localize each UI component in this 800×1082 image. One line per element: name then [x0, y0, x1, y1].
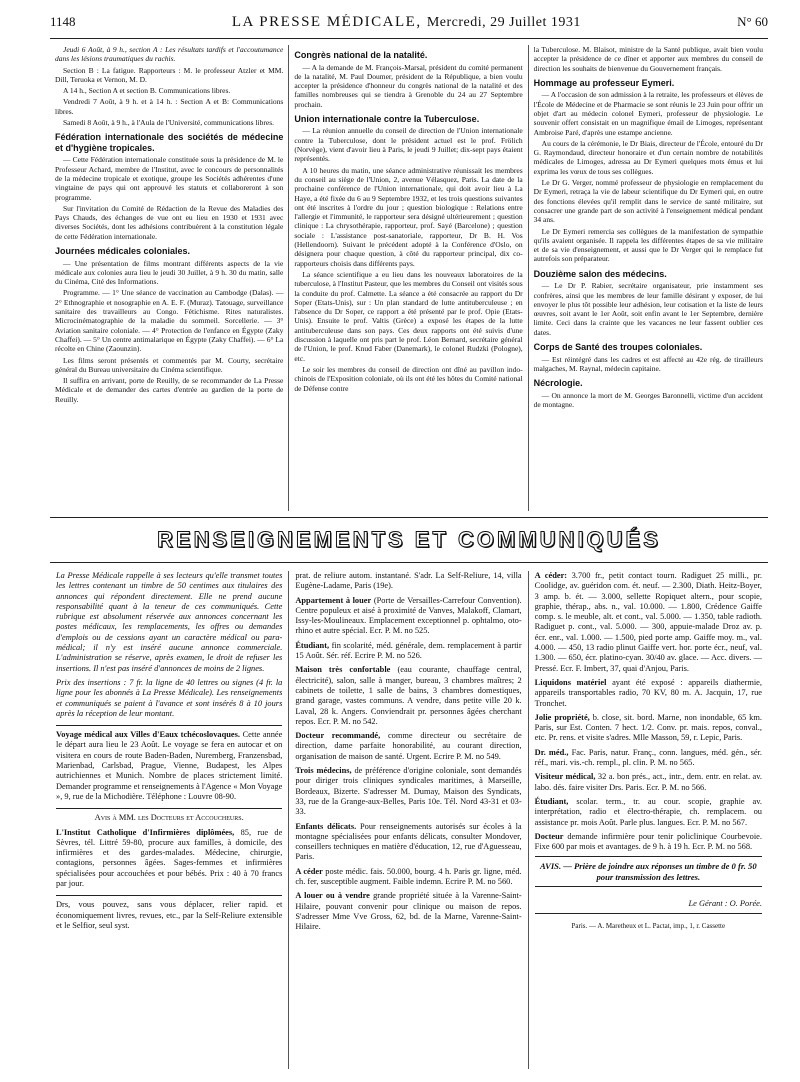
- news-paragraph: A 14 h., Section A et section B. Communications libres.: [63, 86, 231, 96]
- ad-text: (eau courante, chauffage central, électricité), salon, salle à manger, bureau, 3 chambres maîtres; 2 cabinets de toilette, 1 salle de bains, 3 chambres domestiques, grand garage, vastes communs. A vendre, dans petite ville 20 k. Laval, 28 k. Angers. Conviendrait pr. personnes âgées cherchant repos. Ecr. P. M. no 542.: [295, 665, 522, 726]
- news-paragraph: Section B : La fatigue. Rapporteurs : M. le professeur Atzler et MM. Dill, Teruoka et Vernon, M. D.: [55, 65, 284, 84]
- classified-ad: [535, 772, 762, 793]
- news-paragraph: Jeudi 6 Août, à 9 h., section A : Les résultats tardifs et l'accoutumance dans les lésions traumatiques du rachis.: [55, 45, 284, 64]
- news-paragraph: — On annonce la mort de M. Georges Baronnelli, victime d'un accident de montagne.: [533, 390, 763, 409]
- ad-title: Docteur: [534, 831, 564, 841]
- newspaper-page: [50, 14, 768, 1069]
- ad-text: scolar. term., tr. au cour. scopie, graphie av. interprétation, radio et électro-thérapie, ch. remplacem. ou assistance pr. mois Août. Parle plus. langues. Ecr. P. M. no 567.: [534, 796, 762, 827]
- ad-title: Étudiant,: [534, 796, 569, 806]
- ad-text: b. close, sit. bord. Marne, non inondable, 65 km. Paris, sur Est. Conten. 7 hect. 1/2. Conv. pr. mais. repos, conval., etc. Pr. rens. et visite s'adres. Mlle Masson, 59, r. Lepic, Paris.: [534, 712, 762, 743]
- classified-ad: [535, 832, 762, 853]
- news-paragraph: — A l'occasion de son admission à la retraite, les professeurs et élèves de l'École de Médecine et de Pharmacie se sont réunis le 23 Juin pour offrir un objet d'art au médecin colonel Eymeri, professeur de physiologie. Le souvenir offert consistait en un magnifique émail de Limoges, représentant Ambroise Paré, d'après une estampe ancienne.: [533, 90, 763, 137]
- journal-name: LA PRESSE MÉDICALE,: [231, 14, 422, 30]
- ad-title: Appartement à louer: [295, 595, 372, 605]
- news-paragraph: — Est réintégré dans les cadres et est affecté au 42e rég. de tirailleurs malgaches, M. Raynal, médecin capitaine.: [533, 354, 763, 373]
- news-paragraph: Le soir les membres du conseil de direction ont dîné au pavillon indo-chinois de l'Exposition coloniale, où ils ont été les hôtes du Comité national de Défense contre: [294, 364, 523, 393]
- classified-ad: [295, 822, 521, 863]
- news-paragraph: Vendredi 7 Août, à 9 h. et à 14 h. : Section A et B: Communications libres.: [55, 97, 284, 116]
- divider: [56, 725, 282, 726]
- news-heading: Union internationale contre la Tuberculose.: [294, 113, 480, 124]
- news-heading: Nécrologie.: [533, 378, 583, 389]
- news-paragraph: Au cours de la cérémonie, le Dr Biais, directeur de l'École, entouré du Dr G. Raymondaud, directeur honoraire et d'un certain nombre de notabilités médicales de Limoges, adressa au Dr Eymeri quelques mots émus et lui exprima les vœux de tous ses collègues.: [533, 138, 763, 176]
- ad-title: Voyage médical aux Villes d'Eaux tchécoslovaques.: [56, 730, 240, 740]
- ad-title: Trois médecins,: [295, 766, 352, 776]
- section-banner: [50, 517, 768, 563]
- news-paragraph: Le Dr Eymeri remercia ses collègues de la manifestation de sympathie qu'ils avaient organisée. Il rappela les différentes étapes de sa vie militaire et de sa vie d'enseignement, et aussi que le Dr Verger qui le remplace fut autrefois son préparateur.: [533, 226, 763, 264]
- ad-text: 3.700 fr., petit contact tourn. Radiguet 25 milli., pr. Coolidge, av. guéridon com. ét. neuf. — 2.300, Diath. Heitz-Boyer, 3 amp. b. ét. — 3.000, sellette Ropiquet altern., pour scopie, graphie, thérap., abs. n., val. 10.000. — 1.800, Crédence Gaiffe comp. s. le meuble, alt. et cont., val. 5.000. — 1.350, table radioth. Radiguet p. cont., val. 5.000. — 300, appuie-malade Droz av. p. écr. enr., val. 1.000. — 1.500, pied porte amp. Gaiffe moy. m., val. 4.000. — 450, 13 radio plinut Gaiffe vert. hor. porte écr., neuf, val. 1.300. — 650, écr. platino-cyan. 30/40 av. glace. — Acc. divers. — Pressé. Ecr. F. Imbert, 37, quai d'Anjou, Paris.: [534, 571, 762, 673]
- classified-ad: [295, 867, 521, 888]
- ad-text: fin scolarité, méd. générale, dem. remplacement à partir 15 Août. Sér. réf. Ecrire P. M. no 526.: [295, 640, 522, 661]
- classifieds-column-3: [528, 571, 768, 1069]
- ad-title: Enfants délicats.: [295, 821, 357, 831]
- ad-text: grande propriété située à la Varenne-Saint-Hilaire, pouvant convenir pour clinique ou maison de repos. S'adresser Mme Vve Gross, 62, bd. de la Marne, Varenne-Saint-Hilaire.: [295, 891, 522, 932]
- divider: [56, 895, 282, 896]
- manager-signature: Le Gérant : O. Porée.: [535, 891, 762, 914]
- ad-text: (Porte de Versailles-Carrefour Convention). Centre populeux et aisé à proximité de Vanves, Malakoff, Clamart, Issy-les-Moulineaux. Emplacement exceptionnel p. ophtalmo, oto-rhino et autre spécial. Ecr. P. M. no 525.: [295, 595, 522, 636]
- news-paragraph: — Une présentation de films montrant différents aspects de la vie médicale aux colonies aura lieu le jeudi 30 Juillet, à 9 h. 30 du matin, salle du Cinéma, Cité des Informations.: [55, 258, 284, 287]
- page-number: 1148: [50, 14, 76, 29]
- classified-ad: [295, 891, 521, 932]
- divider: [56, 808, 282, 809]
- classified-ad: [56, 828, 282, 890]
- news-heading: Fédération internationale des sociétés de médecine et d'hygiène tropicales.: [55, 132, 284, 153]
- news-heading: Congrès national de la natalité.: [294, 50, 428, 60]
- ad-title: Dr. méd.,: [534, 747, 569, 757]
- classified-ad: [535, 713, 762, 744]
- issue-date: Mercredi, 29 Juillet 1931: [426, 15, 581, 30]
- classifieds-column-1: [50, 571, 288, 1069]
- news-heading: Journées médicales coloniales.: [55, 246, 191, 257]
- ad-title: Maison très confortable: [295, 665, 391, 675]
- news-paragraph: — La réunion annuelle du conseil de direction de l'Union internationale contre la Tuberculose, dont le président actuel est le prof. Frölich (Norvège), vient d'avoir lieu à Paris, le jeudi 9 Juillet; dix-sept pays étaient représentés.: [294, 126, 523, 164]
- ad-text: 32 a. bon prés., act., intr., dem. entr. en relat. av. labo. dés. faire visiter Drs. Paris. Ecr. P. M. no 566.: [534, 772, 762, 792]
- ad-title: A louer ou à vendre: [295, 891, 370, 901]
- news-paragraph: La séance scientifique a eu lieu dans les nouveaux laboratoires de la tuberculose, à l'Institut Pasteur, que les membres du Conseil ont visités sous la conduite du prof. Calmette. La séance a été consacrée au rapport du Dr Soper (Etats-Unis), sur : Un plan standard de lutte antituberculeuse ; en l'absence du Dr Soper, ce rapport a été présenté par le prof. Opie (Etats-Unis). Ensuite le prof. Valtis (Grèce) a exposé les étapes de la lutte antituberculeuse dans son pays. Ces deux rapports ont été suivis d'une discussion à laquelle ont pris part le prof. Léon Bernard, secrétaire général de l'Union, le prof. Knud Faber (Danemark), le colonel Rudzki (Pologne), etc.: [294, 269, 523, 363]
- news-column-1: [50, 45, 288, 511]
- section-banner-title: RENSEIGNEMENTS ET COMMUNIQUÉS: [157, 527, 661, 552]
- news-paragraph: Il suffira en arrivant, porte de Reuilly, de se recommander de La Presse Médicale et de demander des cartes d'entrée au gardien de la porte de Reuilly.: [55, 376, 284, 404]
- news-paragraph: Les films seront présentés et commentés par M. Courty, secrétaire général du Bureau universitaire du Cinéma scientifique.: [55, 355, 284, 374]
- classified-ad: [295, 596, 521, 637]
- ad-title: Liquidons matériel: [534, 677, 607, 687]
- ad-text: demande infirmière pour tenir policlinique Courbevoie. Fixe 600 par mois et avantages. de 9 h. à 19 h. Ecr. P. M. no 568.: [534, 831, 762, 852]
- news-heading: Douzième salon des médecins.: [533, 268, 667, 279]
- news-paragraph: Programme. — 1° Une séance de vaccination au Cambodge (Dalas). — 2° Ethnographie et nosographie en A. E. F. (Muraz). Tatouage, surveillance sanitaire des travailleurs au Congo. Fétichisme. Rites naturalistes. Microcinématographie de la maladie du sommeil. Sorcellerie. — 3° Aviation sanitaire coloniale. — 4° Protection de l'enfance en Égypte (Zaky Chaffei). — 5° Un centre antimalarique en Égypte (Zaky Chaffei). — 6° La récolte en Chine (Zaounzin).: [55, 288, 284, 354]
- ad-text: Fac. Paris, natur. Franç., conn. langues, méd. gén., sér. réf., mari. vis.-ch. rempl., pl. clin. P. M. no 565.: [534, 747, 762, 768]
- ad-text: poste médic. fais. 50.000, bourg. 4 h. Paris gr. ligne, méd. ch. fer, susceptible augment. Faible indemn. Ecrire P. M. no 560.: [295, 866, 522, 887]
- classified-ad: [295, 731, 521, 762]
- news-paragraph: A 10 heures du matin, une séance administrative réunissait les membres du conseil au siège de l'Union, 2, avenue Vélasquez, Paris. La date de la prochaine conférence de l'Union internationale, qui doit avoir lieu à La Haye, a été fixée du 6 au 9 Septembre 1932, et les trois questions suivantes ont été inscrites à l'ordre du jour ; question biologique : Relations entre l'allergie et l'immunité, le rapporteur sera désigné ultérieurement ; question clinique : La chrysothérapie, rapporteur, prof. Sayé (Barcelone) ; question sociale : L'assistance post-sanatoriale, rapporteur, Dr B. H. Vos (Hellendoorn). Suivant le précédent adopté à la Conférence d'Oslo, on désignera pour chaque question, à côté du rapporteur principal, dix co-rapporteurs choisis dans différents pays.: [294, 165, 523, 268]
- classified-ad: [56, 730, 282, 802]
- news-paragraph: Sur l'invitation du Comité de Rédaction de la Revue des Maladies des Pays Chauds, des échanges de vue ont eu lieu en 1930 et 1931 avec diverses Sociétés, dont les adhésions contribuèrent à la constitution légale de cette Fédération internationale.: [55, 203, 284, 241]
- news-paragraph: — Cette Fédération internationale constituée sous la présidence de M. le Professeur Achard, membre de l'Institut, avec le concours de personnalités de la médecine tropicale et exotique, groupe les Sociétés adhérentes d'une vingtaine de pays qui ont approuvé les statuts et collaboreront à son programme.: [55, 155, 284, 202]
- ad-title: Étudiant,: [295, 640, 330, 650]
- classified-ad: [295, 665, 521, 727]
- ad-title: Docteur recommandé,: [295, 731, 381, 741]
- issue-number: N° 60: [737, 14, 768, 29]
- classifieds-column-2: [288, 571, 527, 1069]
- news-paragraph: la Tuberculose. M. Blaisot, ministre de la Santé publique, avait bien voulu accepter la présidence de ce dîner et apporter aux membres du conseil de direction les souhaits de bienvenue du Gouvernement français.: [533, 45, 763, 73]
- classifieds-section: [50, 571, 768, 1069]
- ad-text: 85, rue de Sèvres, tél. Littré 59-80, procure aux familles, à domicile, des infirmières et des gardes-malades. Médecine, chirurgie, contagions, personnes âgées. Sages-femmes et infirmières spécialisées pour accouchées et pour bébés. Prix : 40 à 70 francs par jour.: [56, 827, 283, 889]
- news-heading: Hommage au professeur Eymeri.: [533, 77, 675, 88]
- printer-imprint: Paris. — A. Maretheux et L. Pactat, imp., 1, r. Cassette: [571, 922, 726, 931]
- news-paragraph: Samedi 8 Août, à 9 h., à l'Aula de l'Université, communications libres.: [63, 118, 274, 128]
- news-section: [50, 45, 768, 511]
- ad-text: ayant été exposé : appareils diathermie, appareils transportables radio, 70 KV, 80 m. A. Jacquin, 17, rue Tronchet.: [534, 677, 762, 708]
- news-heading: Corps de Santé des troupes coloniales.: [533, 342, 703, 353]
- journal-title: [232, 14, 581, 31]
- ad-title: A céder: [295, 866, 323, 876]
- masthead: [50, 14, 768, 39]
- ad-text: de préférence d'origine coloniale, sont demandés pour diriger trois cliniques syndicales maritimes, à Marseille, Bordeaux, Bizerte. S'adresser M. Dumay, Maison des Syndicats, 33, rue de la Grange-aux-Belles, Paris 10e. Tél. Nord 43-31 et 03-33.: [295, 766, 522, 817]
- ad-text: comme directeur ou secrétaire de direction, dame parfaite honorabilité, au courant direction, organisation de maison de santé. Urgent. Ecrire P. M. no 549.: [295, 731, 522, 761]
- classified-ad: [535, 678, 762, 709]
- classified-ad: [535, 748, 762, 769]
- ad-text: Pour renseignements autorisés sur écoles à la montagne spécialisées pour enfants délicats, consulter Mondover, conseillers techniques en matière d'éducation, 12, rue d'Aguesseau, Paris.: [295, 821, 522, 862]
- news-column-2: [288, 45, 527, 511]
- notice-heading: Avis à MM. les Docteurs et Accoucheurs.: [94, 813, 244, 823]
- ad-title: L'Institut Catholique d'Infirmières diplômées,: [56, 827, 235, 837]
- classified-ad: [295, 766, 521, 817]
- ad-title: Visiteur médical,: [534, 772, 596, 782]
- classified-ad: [295, 641, 521, 662]
- classifieds-pricing: Prix des insertions : 7 fr. la ligne de 40 lettres ou signes (4 fr. la ligne pour les abonnés à La Presse Médicale). Les renseignements et communiqués se paient à l'avance et sont insérés 8 à 10 jours après la réception de leur montant.: [56, 677, 283, 718]
- ad-title: A céder:: [534, 571, 568, 580]
- news-paragraph: — Le Dr P. Rabier, secrétaire organisateur, prie instamment ses confrères, ainsi que les membres de leur famille désirant y exposer, de lui envoyer le plus tôt possible leur adhésion, leur cotisation et la liste de leurs œuvres, soit avant le 1er Août, soit enfin avant le 1er Septembre, dernière limite. Ceci dans la crainte que les vacances ne leur fassent oublier ces dates.: [533, 281, 763, 337]
- classified-ad: Drs, vous pouvez, sans vous déplacer, relier rapid. et économiquement livres, revues, etc., par la Self-Reliure extensible et le Selfior, seul syst.: [56, 900, 283, 930]
- news-paragraph: — A la demande de M. François-Marsal, président du comité permanent de la natalité, M. Paul Doumer, président de la République, a bien voulu accepter la présidence d'honneur du congrès national de la natalité et des familles nombreuses qui se tiendra à Grenoble du 24 au 27 Septembre prochain.: [294, 62, 523, 109]
- news-column-3: [528, 45, 768, 511]
- transmission-notice: AVIS. — Prière de joindre aux réponses un timbre de 0 fr. 50 pour transmission des lettres.: [535, 856, 762, 887]
- classified-ad: prat. de reliure autom. instantané. S'adr. La Self-Reliure, 14, villa Eugène-Ladame, Paris (19e).: [295, 571, 522, 591]
- classified-ad: [535, 797, 762, 828]
- ad-text: Cette année le départ aura lieu le 23 Août. Le voyage se fera en autocar et on visitera en cours de route Baden-Baden, Nuremberg, Franzensbad, Marienbad, Carlsbad, Prague, Vienne, Budapest, les Alpes autrichiennes et Munich. Nombre de places strictement limité. Demander programme et renseignements à l'Agence « Mon Voyage », 9, rue de la Michodière. Téléphone : Louvre 08-90.: [56, 730, 283, 801]
- ad-title: Jolie propriété,: [534, 712, 590, 722]
- classified-ad: [535, 571, 762, 674]
- news-paragraph: Le Dr G. Verger, nommé professeur de physiologie en remplacement du Dr Eymeri, retraça la vie de labeur scientifique du Dr Eymeri qui, en outre des fonctions élevées qu'il remplit dans le service de santé militaire, sut consacrer une grande part de son activité à l'enseignement médical pendant 34 ans.: [533, 178, 763, 225]
- classifieds-intro: La Presse Médicale rappelle à ses lecteurs qu'elle transmet toutes les lettres contenant un timbre de 50 centimes aux titulaires des annonces qui répondent directement. Elle ne prend aucune responsabilité quant à la teneur de ces communiqués. Cette rubrique est absolument réservée aux annonces concernant les postes médicaux, les remplacements, les offres ou demandes d'emplois ou de cessions ayant un caractère médical ou para-médical; il n'y est inséré aucune annonce commerciale. L'administration se réserve, après examen, le droit de refuser les insertions. Il n'est pas inséré d'annonces de moins de 2 lignes.: [56, 571, 283, 673]
